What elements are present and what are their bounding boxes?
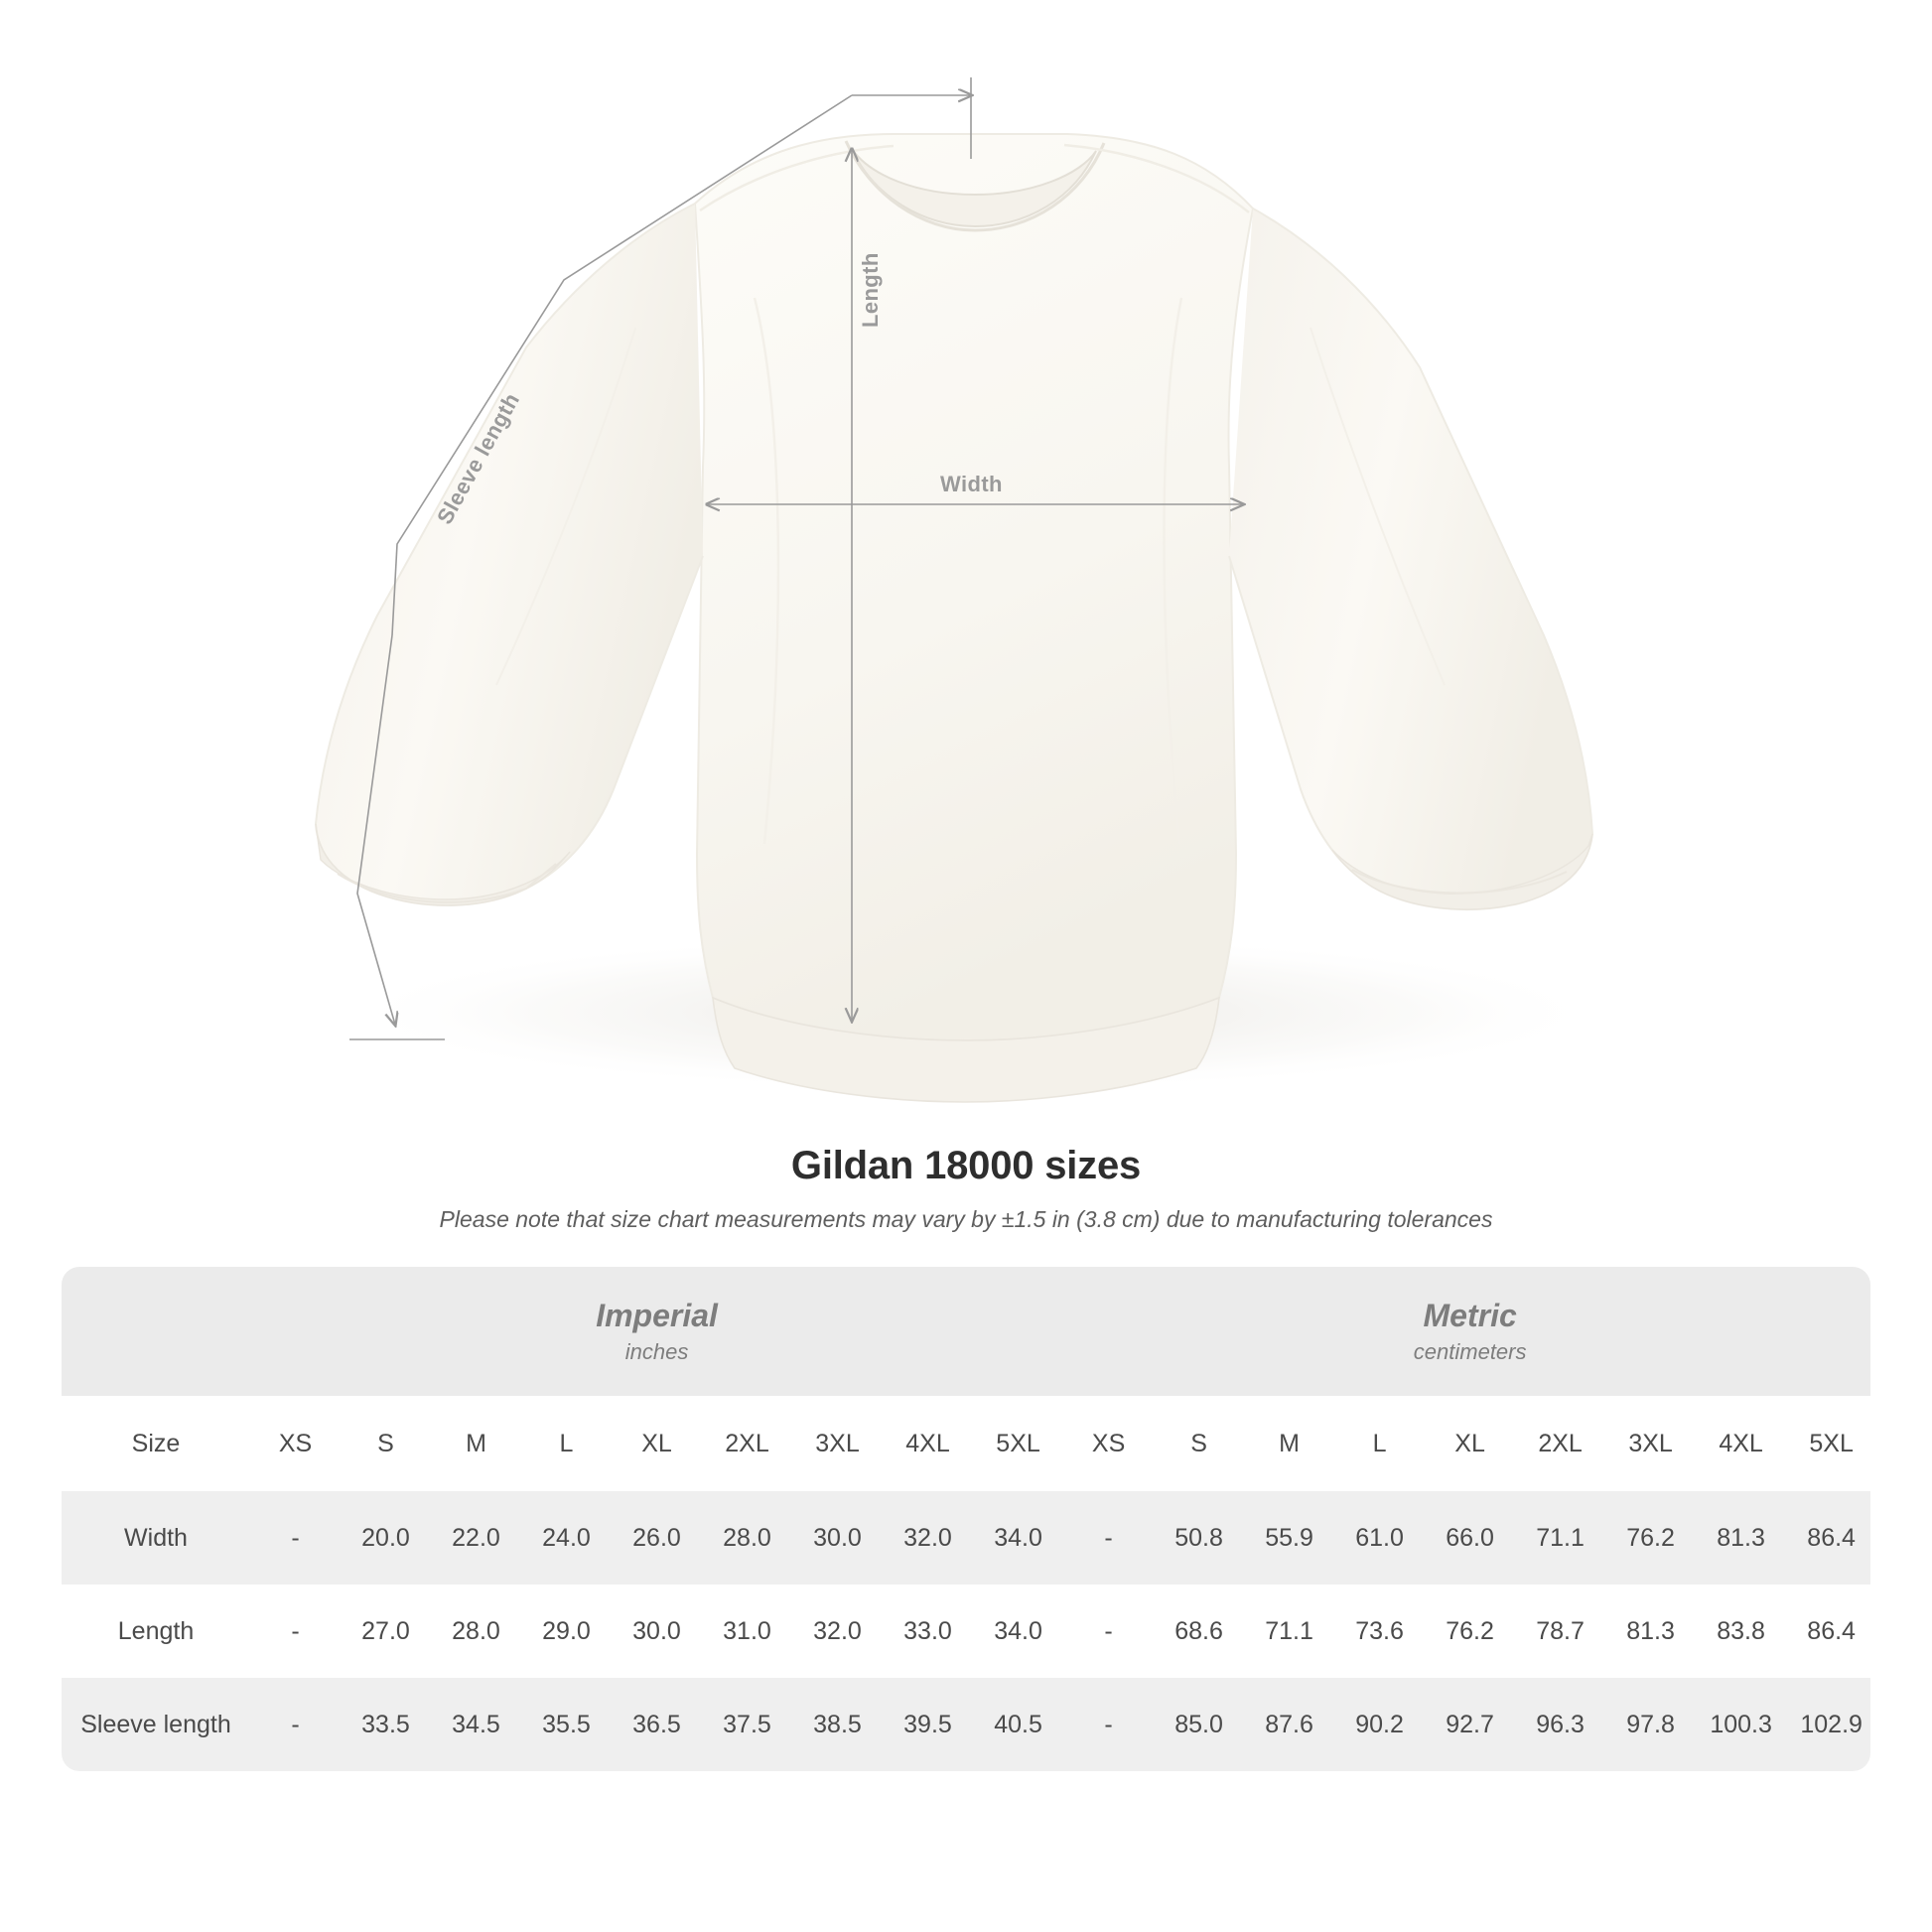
sleeve-metric-s: 85.0 [1154, 1678, 1244, 1771]
length-metric-l: 73.6 [1334, 1585, 1425, 1678]
header-metric-5xl: 5XL [1786, 1396, 1870, 1491]
length-metric-xl: 76.2 [1425, 1585, 1515, 1678]
length-metric-5xl: 86.4 [1786, 1585, 1870, 1678]
width-metric-3xl: 76.2 [1605, 1491, 1696, 1585]
size-table [62, 1267, 1870, 1771]
length-imperial-xl: 30.0 [612, 1585, 702, 1678]
header-imperial-s: S [341, 1396, 431, 1491]
size-table-container [62, 1267, 1870, 1771]
header-imperial-4xl: 4XL [883, 1396, 973, 1491]
width-label: Width [940, 472, 1003, 496]
imperial-unit-cell [250, 1267, 1063, 1396]
table-row [62, 1585, 1870, 1678]
width-imperial-s: 20.0 [341, 1491, 431, 1585]
sleeve-metric-4xl: 100.3 [1696, 1678, 1786, 1771]
width-imperial-5xl: 34.0 [973, 1491, 1063, 1585]
units-row [62, 1267, 1870, 1396]
width-metric-4xl: 81.3 [1696, 1491, 1786, 1585]
header-metric-4xl: 4XL [1696, 1396, 1786, 1491]
imperial-label: Imperial [596, 1297, 718, 1333]
width-metric-l: 61.0 [1334, 1491, 1425, 1585]
width-metric-xl: 66.0 [1425, 1491, 1515, 1585]
metric-sublabel: centimeters [1413, 1338, 1527, 1364]
sleeve-imperial-5xl: 40.5 [973, 1678, 1063, 1771]
length-imperial-5xl: 34.0 [973, 1585, 1063, 1678]
row-label-length: Length [62, 1585, 250, 1678]
width-metric-5xl: 86.4 [1786, 1491, 1870, 1585]
length-metric-2xl: 78.7 [1515, 1585, 1605, 1678]
header-imperial-2xl: 2XL [702, 1396, 792, 1491]
sleeve-length-label: Sleeve length [432, 388, 525, 529]
header-imperial-l: L [521, 1396, 612, 1491]
length-imperial-4xl: 33.0 [883, 1585, 973, 1678]
length-imperial-3xl: 32.0 [792, 1585, 883, 1678]
length-imperial-m: 28.0 [431, 1585, 521, 1678]
width-imperial-xs: - [250, 1491, 341, 1585]
sleeve-imperial-2xl: 37.5 [702, 1678, 792, 1771]
header-metric-s: S [1154, 1396, 1244, 1491]
length-imperial-s: 27.0 [341, 1585, 431, 1678]
row-label-sleeve-length: Sleeve length [62, 1678, 250, 1771]
header-imperial-xs: XS [250, 1396, 341, 1491]
sleeve-imperial-3xl: 38.5 [792, 1678, 883, 1771]
size-header-row [62, 1396, 1870, 1491]
width-imperial-3xl: 30.0 [792, 1491, 883, 1585]
title-block [0, 1144, 1932, 1233]
header-imperial-3xl: 3XL [792, 1396, 883, 1491]
sleeve-metric-3xl: 97.8 [1605, 1678, 1696, 1771]
length-label: Length [858, 252, 883, 328]
length-metric-m: 71.1 [1244, 1585, 1334, 1678]
units-spacer [62, 1267, 250, 1396]
sleeve-imperial-4xl: 39.5 [883, 1678, 973, 1771]
length-metric-xs: - [1063, 1585, 1154, 1678]
sleeve-metric-5xl: 102.9 [1786, 1678, 1870, 1771]
sleeve-imperial-m: 34.5 [431, 1678, 521, 1771]
sleeve-imperial-l: 35.5 [521, 1678, 612, 1771]
sleeve-imperial-xl: 36.5 [612, 1678, 702, 1771]
row-label-width: Width [62, 1491, 250, 1585]
length-metric-3xl: 81.3 [1605, 1585, 1696, 1678]
header-imperial-5xl: 5XL [973, 1396, 1063, 1491]
sleeve-metric-xl: 92.7 [1425, 1678, 1515, 1771]
metric-label: Metric [1423, 1297, 1517, 1333]
tolerance-note: Please note that size chart measurements may vary by ±1.5 in (3.8 cm) due to manufacturing tolerances [439, 1206, 1493, 1232]
length-metric-4xl: 83.8 [1696, 1585, 1786, 1678]
header-metric-xs: XS [1063, 1396, 1154, 1491]
length-imperial-2xl: 31.0 [702, 1585, 792, 1678]
width-imperial-l: 24.0 [521, 1491, 612, 1585]
sleeve-metric-2xl: 96.3 [1515, 1678, 1605, 1771]
sleeve-metric-m: 87.6 [1244, 1678, 1334, 1771]
header-metric-l: L [1334, 1396, 1425, 1491]
header-metric-3xl: 3XL [1605, 1396, 1696, 1491]
imperial-sublabel: inches [624, 1338, 689, 1364]
table-row [62, 1491, 1870, 1585]
table-row [62, 1678, 1870, 1771]
length-imperial-l: 29.0 [521, 1585, 612, 1678]
sleeve-imperial-s: 33.5 [341, 1678, 431, 1771]
metric-unit-cell [1063, 1267, 1870, 1396]
width-imperial-4xl: 32.0 [883, 1491, 973, 1585]
width-metric-m: 55.9 [1244, 1491, 1334, 1585]
page-title: Gildan 18000 sizes [790, 1144, 1142, 1187]
sleeve-metric-l: 90.2 [1334, 1678, 1425, 1771]
width-imperial-2xl: 28.0 [702, 1491, 792, 1585]
header-metric-xl: XL [1425, 1396, 1515, 1491]
width-metric-s: 50.8 [1154, 1491, 1244, 1585]
header-metric-2xl: 2XL [1515, 1396, 1605, 1491]
width-metric-2xl: 71.1 [1515, 1491, 1605, 1585]
header-metric-m: M [1244, 1396, 1334, 1491]
width-imperial-m: 22.0 [431, 1491, 521, 1585]
header-imperial-xl: XL [612, 1396, 702, 1491]
header-imperial-m: M [431, 1396, 521, 1491]
length-metric-s: 68.6 [1154, 1585, 1244, 1678]
size-header-cell: Size [62, 1396, 250, 1491]
sleeve-imperial-xs: - [250, 1678, 341, 1771]
width-metric-xs: - [1063, 1491, 1154, 1585]
length-imperial-xs: - [250, 1585, 341, 1678]
sleeve-metric-xs: - [1063, 1678, 1154, 1771]
width-imperial-xl: 26.0 [612, 1491, 702, 1585]
